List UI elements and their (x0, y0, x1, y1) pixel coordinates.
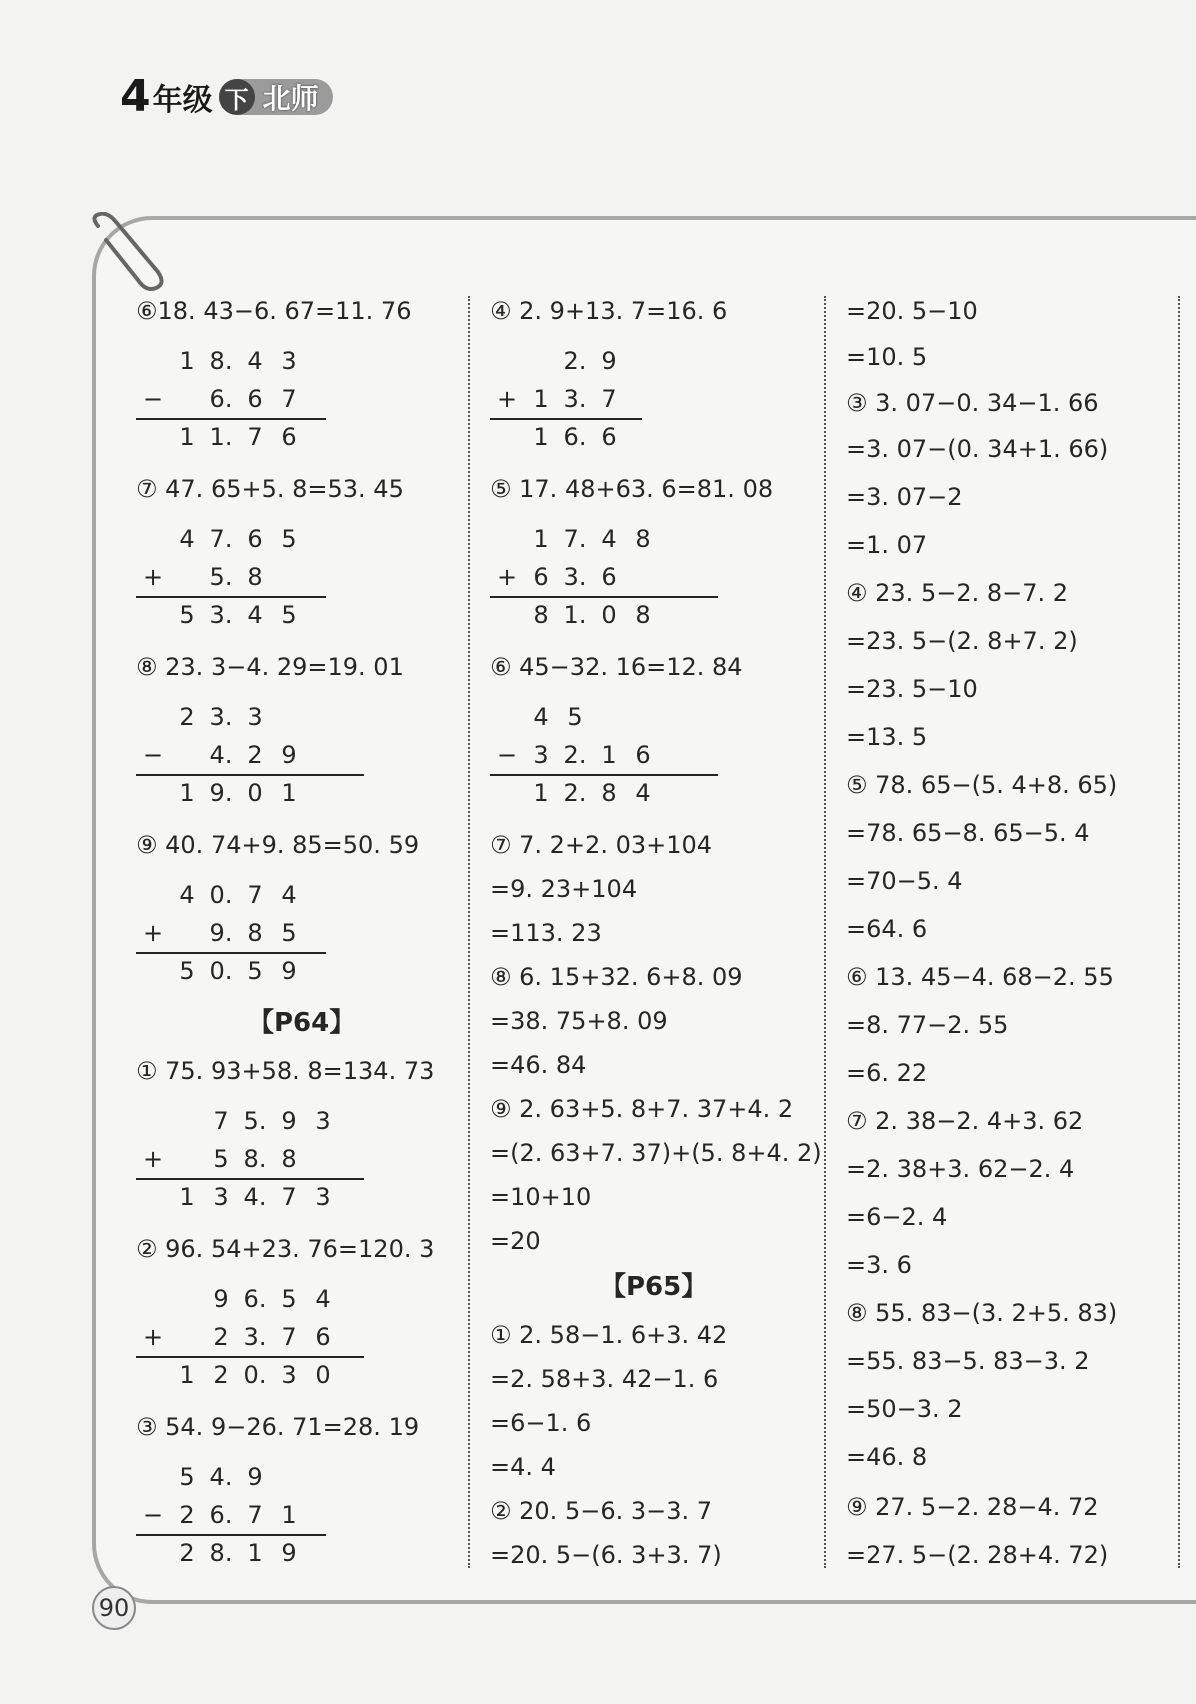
calc-rule (136, 1534, 326, 1536)
calc-rule (490, 418, 642, 420)
problem-line: ③ 3. 07−0. 34−1. 66 (846, 389, 1099, 417)
term-circle: 下 (219, 79, 255, 115)
problem-line: =(2. 63+7. 37)+(5. 8+4. 2) (490, 1139, 822, 1167)
grade-number: 4 (120, 71, 151, 122)
problem-line: =50−3. 2 (846, 1395, 963, 1423)
problem-line: =6. 22 (846, 1059, 928, 1087)
problem-line: ④ 23. 5−2. 8−7. 2 (846, 579, 1069, 607)
calc-row: 5 4. 9 (179, 1463, 263, 1491)
problem-line: ⑧ 23. 3−4. 29=19. 01 (136, 653, 404, 681)
problem-line: =2. 58+3. 42−1. 6 (490, 1365, 719, 1393)
problem-line: =6−1. 6 (490, 1409, 592, 1437)
problem-line: =8. 77−2. 55 (846, 1011, 1009, 1039)
calc-row: 1 2 0. 3 0 (179, 1361, 331, 1389)
calc-row: + 1 3. 7 (496, 385, 617, 413)
problem-line: =3. 07−2 (846, 483, 963, 511)
problem-line: ④ 2. 9+13. 7=16. 6 (490, 297, 728, 325)
calc-row: 1 9. 0 1 (179, 779, 297, 807)
problem-line: =23. 5−(2. 8+7. 2) (846, 627, 1078, 655)
problem-line: =55. 83−5. 83−3. 2 (846, 1347, 1090, 1375)
calc-row: 5 3. 4 5 (179, 601, 297, 629)
column-divider (824, 296, 826, 1568)
calc-row: 1 1. 7 6 (179, 423, 297, 451)
section-heading: 【P64】 (248, 1008, 356, 1038)
problem-line: =38. 75+8. 09 (490, 1007, 668, 1035)
problem-line: ① 75. 93+58. 8=134. 73 (136, 1057, 435, 1085)
page-number: 90 (92, 1586, 136, 1630)
calc-row: 2. 9 (563, 347, 617, 375)
problem-line: =1. 07 (846, 531, 928, 559)
problem-line: =113. 23 (490, 919, 602, 947)
problem-line: =13. 5 (846, 723, 928, 751)
calc-row: + 5 8. 8 (142, 1145, 297, 1173)
calc-row: + 2 3. 7 6 (142, 1323, 331, 1351)
problem-line: =23. 5−10 (846, 675, 978, 703)
problem-line: =70−5. 4 (846, 867, 963, 895)
problem-line: =27. 5−(2. 28+4. 72) (846, 1541, 1109, 1569)
calc-row: − 4. 2 9 (142, 741, 297, 769)
problem-line: ⑨ 27. 5−2. 28−4. 72 (846, 1493, 1099, 1521)
calc-row: 2 3. 3 (179, 703, 263, 731)
calc-row: − 2 6. 7 1 (142, 1501, 297, 1529)
calc-row: 1 8. 4 3 (179, 347, 297, 375)
paper-clip-icon (88, 212, 178, 292)
calc-row: 4 5 (533, 703, 583, 731)
column-divider (1178, 296, 1180, 1568)
calc-row: 1 6. 6 (533, 423, 617, 451)
problem-line: =46. 8 (846, 1443, 928, 1471)
problem-line: ⑤ 78. 65−(5. 4+8. 65) (846, 771, 1118, 799)
problem-line: =20 (490, 1227, 541, 1255)
problem-line: ⑨ 2. 63+5. 8+7. 37+4. 2 (490, 1095, 794, 1123)
calc-rule (490, 596, 718, 598)
problem-line: =4. 4 (490, 1453, 556, 1481)
problem-line: =64. 6 (846, 915, 928, 943)
problem-line: ⑤ 17. 48+63. 6=81. 08 (490, 475, 774, 503)
calc-rule (136, 952, 326, 954)
problem-line: ⑧ 6. 15+32. 6+8. 09 (490, 963, 743, 991)
calc-row: − 6. 6 7 (142, 385, 297, 413)
problem-line: ② 20. 5−6. 3−3. 7 (490, 1497, 713, 1525)
calc-row: 1 3 4. 7 3 (179, 1183, 331, 1211)
calc-row: 8 1. 0 8 (533, 601, 651, 629)
problem-line: =20. 5−10 (846, 297, 978, 325)
calc-rule (136, 774, 364, 776)
problem-line: =10. 5 (846, 343, 928, 371)
calc-rule (136, 596, 326, 598)
problem-line: =20. 5−(6. 3+3. 7) (490, 1541, 722, 1569)
calc-row: − 3 2. 1 6 (496, 741, 651, 769)
problem-line: ⑧ 55. 83−(3. 2+5. 83) (846, 1299, 1118, 1327)
calc-row: 4 0. 7 4 (179, 881, 297, 909)
problem-line: ⑦ 47. 65+5. 8=53. 45 (136, 475, 404, 503)
problem-line: ① 2. 58−1. 6+3. 42 (490, 1321, 728, 1349)
calc-row: + 5. 8 (142, 563, 263, 591)
problem-line: ② 96. 54+23. 76=120. 3 (136, 1235, 435, 1263)
calc-row: 4 7. 6 5 (179, 525, 297, 553)
calc-row: 5 0. 5 9 (179, 957, 297, 985)
problem-line: ③ 54. 9−26. 71=28. 19 (136, 1413, 420, 1441)
grade-label: 年级 (152, 83, 213, 118)
calc-row: 7 5. 9 3 (213, 1107, 331, 1135)
edition-badge (219, 79, 333, 115)
problem-line: =2. 38+3. 62−2. 4 (846, 1155, 1075, 1183)
calc-rule (136, 1178, 364, 1180)
problem-line: ⑥ 45−32. 16=12. 84 (490, 653, 743, 681)
section-heading: 【P65】 (600, 1272, 708, 1302)
problem-line: ⑦ 2. 38−2. 4+3. 62 (846, 1107, 1084, 1135)
problem-line: =46. 84 (490, 1051, 587, 1079)
problem-line: ⑦ 7. 2+2. 03+104 (490, 831, 713, 859)
calc-row: 1 2. 8 4 (533, 779, 651, 807)
edition-label: 北师 (262, 82, 319, 115)
calc-rule (136, 418, 326, 420)
problem-line: =10+10 (490, 1183, 592, 1211)
problem-line: =6−2. 4 (846, 1203, 948, 1231)
calc-row: + 6 3. 6 (496, 563, 617, 591)
problem-line: =9. 23+104 (490, 875, 638, 903)
problem-line: =78. 65−8. 65−5. 4 (846, 819, 1090, 847)
problem-line: =3. 6 (846, 1251, 912, 1279)
calc-rule (490, 774, 718, 776)
problem-line: ⑥18. 43−6. 67=11. 76 (136, 297, 412, 325)
problem-line: ⑨ 40. 74+9. 85=50. 59 (136, 831, 420, 859)
calc-row: 2 8. 1 9 (179, 1539, 297, 1567)
problem-line: ⑥ 13. 45−4. 68−2. 55 (846, 963, 1114, 991)
calc-rule (136, 1356, 364, 1358)
calc-row: 9 6. 5 4 (213, 1285, 331, 1313)
calc-row: 1 7. 4 8 (533, 525, 651, 553)
header (120, 72, 333, 122)
column-divider (468, 296, 470, 1568)
calc-row: + 9. 8 5 (142, 919, 297, 947)
problem-line: =3. 07−(0. 34+1. 66) (846, 435, 1109, 463)
